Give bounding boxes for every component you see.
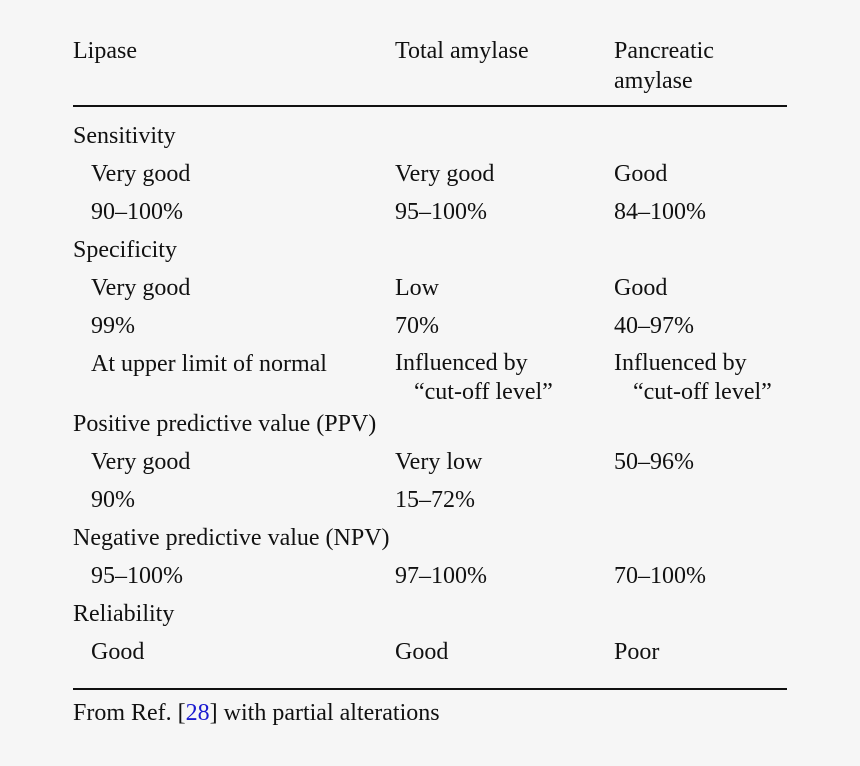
cell-total-amylase: Low: [395, 275, 439, 301]
header-pancreatic-line1: Pancreatic: [614, 38, 714, 64]
cell-lipase: Good: [91, 639, 145, 665]
header-pancreatic-line2: amylase: [614, 68, 693, 94]
cell-lipase: 99%: [91, 313, 135, 339]
cell-total-amylase: [395, 349, 553, 407]
cell-lipase: 95–100%: [91, 563, 183, 589]
cell-pancreatic-amylase: 40–97%: [614, 313, 694, 339]
cell-line-continuation: “cut-off level”: [414, 379, 553, 405]
table-row: [0, 155, 860, 193]
table-row: [0, 557, 860, 595]
table-footnote: [73, 698, 440, 728]
cell-line: Influenced by: [395, 350, 528, 376]
cell-lipase: At upper limit of normal: [91, 351, 327, 377]
cell-total-amylase: 70%: [395, 313, 439, 339]
section-title-sensitivity: Sensitivity: [73, 123, 176, 149]
section-title-ppv: Positive predictive value (PPV): [73, 411, 377, 437]
cell-total-amylase: Good: [395, 639, 449, 665]
cell-pancreatic-amylase: 50–96%: [614, 449, 694, 475]
reference-link[interactable]: 28: [185, 700, 210, 726]
section-title-row: [0, 117, 860, 155]
cell-total-amylase: 95–100%: [395, 199, 487, 225]
cell-pancreatic-amylase: 70–100%: [614, 563, 706, 589]
cell-lipase: 90–100%: [91, 199, 183, 225]
cell-lipase: Very good: [91, 449, 191, 475]
table-body: [0, 117, 860, 671]
cell-pancreatic-amylase: [614, 349, 772, 407]
header-pancreatic-amylase: [614, 36, 794, 96]
cell-total-amylase: 97–100%: [395, 563, 487, 589]
header-total-amylase: Total amylase: [395, 38, 529, 64]
section-title-row: [0, 595, 860, 633]
cell-total-amylase: Very good: [395, 161, 495, 187]
section-title-reliability: Reliability: [73, 601, 175, 627]
table-row: [0, 443, 860, 481]
footnote-suffix: ] with partial alterations: [209, 700, 440, 726]
cell-pancreatic-amylase: Good: [614, 161, 668, 187]
cell-lipase: Very good: [91, 275, 191, 301]
table-row: [0, 345, 860, 405]
footnote-prefix: From Ref. [: [73, 700, 186, 726]
table-row: [0, 193, 860, 231]
section-title-row: [0, 405, 860, 443]
table-row: [0, 481, 860, 519]
table-header: [0, 36, 860, 100]
table-row: [0, 307, 860, 345]
table-row: [0, 269, 860, 307]
cell-total-amylase: Very low: [395, 449, 483, 475]
cell-line: Influenced by: [614, 350, 747, 376]
cell-lipase: 90%: [91, 487, 135, 513]
cell-total-amylase: 15–72%: [395, 487, 475, 513]
cell-line-continuation: “cut-off level”: [633, 379, 772, 405]
cell-pancreatic-amylase: Good: [614, 275, 668, 301]
cell-pancreatic-amylase: 84–100%: [614, 199, 706, 225]
header-rule: [73, 105, 787, 107]
footer-rule: [73, 688, 787, 690]
cell-pancreatic-amylase: Poor: [614, 639, 660, 665]
cell-lipase: Very good: [91, 161, 191, 187]
section-title-npv: Negative predictive value (NPV): [73, 525, 390, 551]
section-title-specificity: Specificity: [73, 237, 177, 263]
table-row: [0, 633, 860, 671]
header-lipase: Lipase: [73, 38, 137, 64]
section-title-row: [0, 519, 860, 557]
section-title-row: [0, 231, 860, 269]
